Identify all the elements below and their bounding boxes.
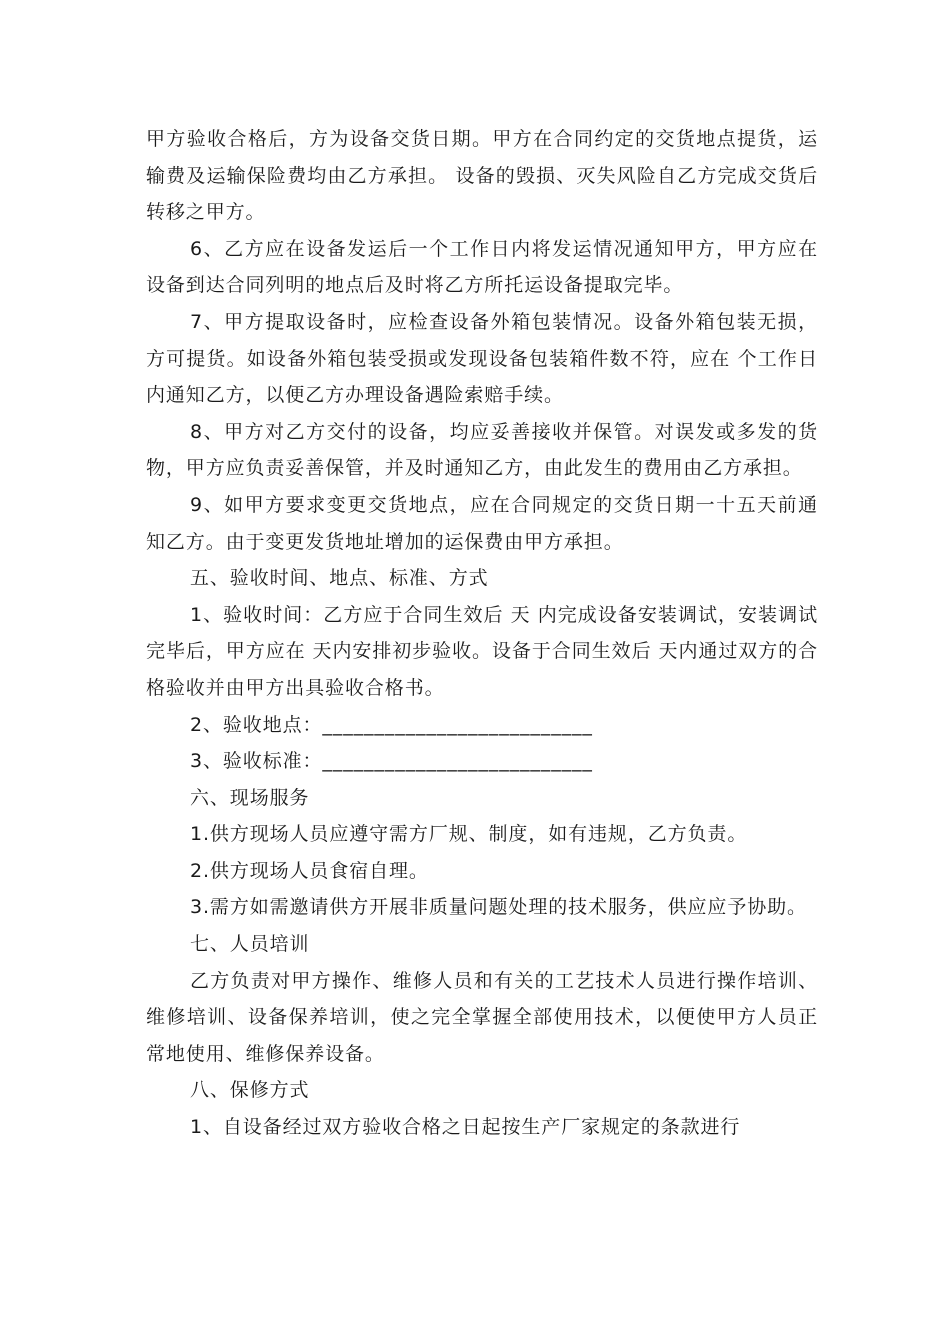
paragraph-warranty-1: 1、自设备经过双方验收合格之日起按生产厂家规定的条款进行: [190, 1116, 741, 1139]
paragraph-service-2: 2.供方现场人员食宿自理。: [190, 859, 429, 882]
paragraph-delivery-acceptance: 甲方验收合格后，方为设备交货日期。甲方在合同约定的交货地点提货，运输费及运输保险费均由乙方承担。 设备的毁损、灭失风险自乙方完成交货后转移之甲方。: [146, 128, 818, 224]
paragraph-clause-7: 7、甲方提取设备时，应检查设备外箱包装情况。设备外箱包装无损，方可提货。如设备外箱包装受损或发现设备包装箱件数不符，应在 个工作日内通知乙方，以便乙方办理设备遇险索赔手续。: [146, 310, 818, 407]
section-heading-acceptance: 五、验收时间、地点、标准、方式: [190, 567, 489, 590]
paragraph-service-3: 3.需方如需邀请供方开展非质量问题处理的技术服务，供应应予协助。: [190, 896, 807, 919]
section-heading-warranty: 八、保修方式: [190, 1079, 310, 1102]
section-heading-onsite-service: 六、现场服务: [190, 786, 310, 809]
paragraph-training: 乙方负责对甲方操作、维修人员和有关的工艺技术人员进行操作培训、维修培训、设备保养培训，使之完全掌握全部使用技术，以便使甲方人员正常地使用、维修保养设备。: [146, 969, 818, 1065]
document-body: [146, 121, 818, 1146]
paragraph-acceptance-time: 1、验收时间：乙方应于合同生效后 天 内完成设备安装调试，安装调试完毕后，甲方应在 天内安排初步验收。设备于合同生效后 天内通过双方的合格验收并由甲方出具验收合格书。: [146, 603, 818, 699]
paragraph-acceptance-standard: 3、验收标准：__________________________: [190, 750, 593, 773]
paragraph-clause-9: 9、如甲方要求变更交货地点，应在合同规定的交货日期一十五天前通知乙方。由于变更发货地址增加的运保费由甲方承担。: [146, 493, 818, 553]
paragraph-service-1: 1.供方现场人员应遵守需方厂规、制度，如有违规，乙方负责。: [190, 823, 748, 846]
paragraph-acceptance-location: 2、验收地点：__________________________: [190, 713, 593, 736]
paragraph-clause-8: 8、甲方对乙方交付的设备，均应妥善接收并保管。对误发或多发的货物，甲方应负责妥善保管，并及时通知乙方，由此发生的费用由乙方承担。: [146, 420, 818, 480]
paragraph-clause-6: 6、乙方应在设备发运后一个工作日内将发运情况通知甲方，甲方应在设备到达合同列明的地点后及时将乙方所托运设备提取完毕。: [146, 237, 818, 297]
section-heading-training: 七、人员培训: [190, 933, 310, 956]
